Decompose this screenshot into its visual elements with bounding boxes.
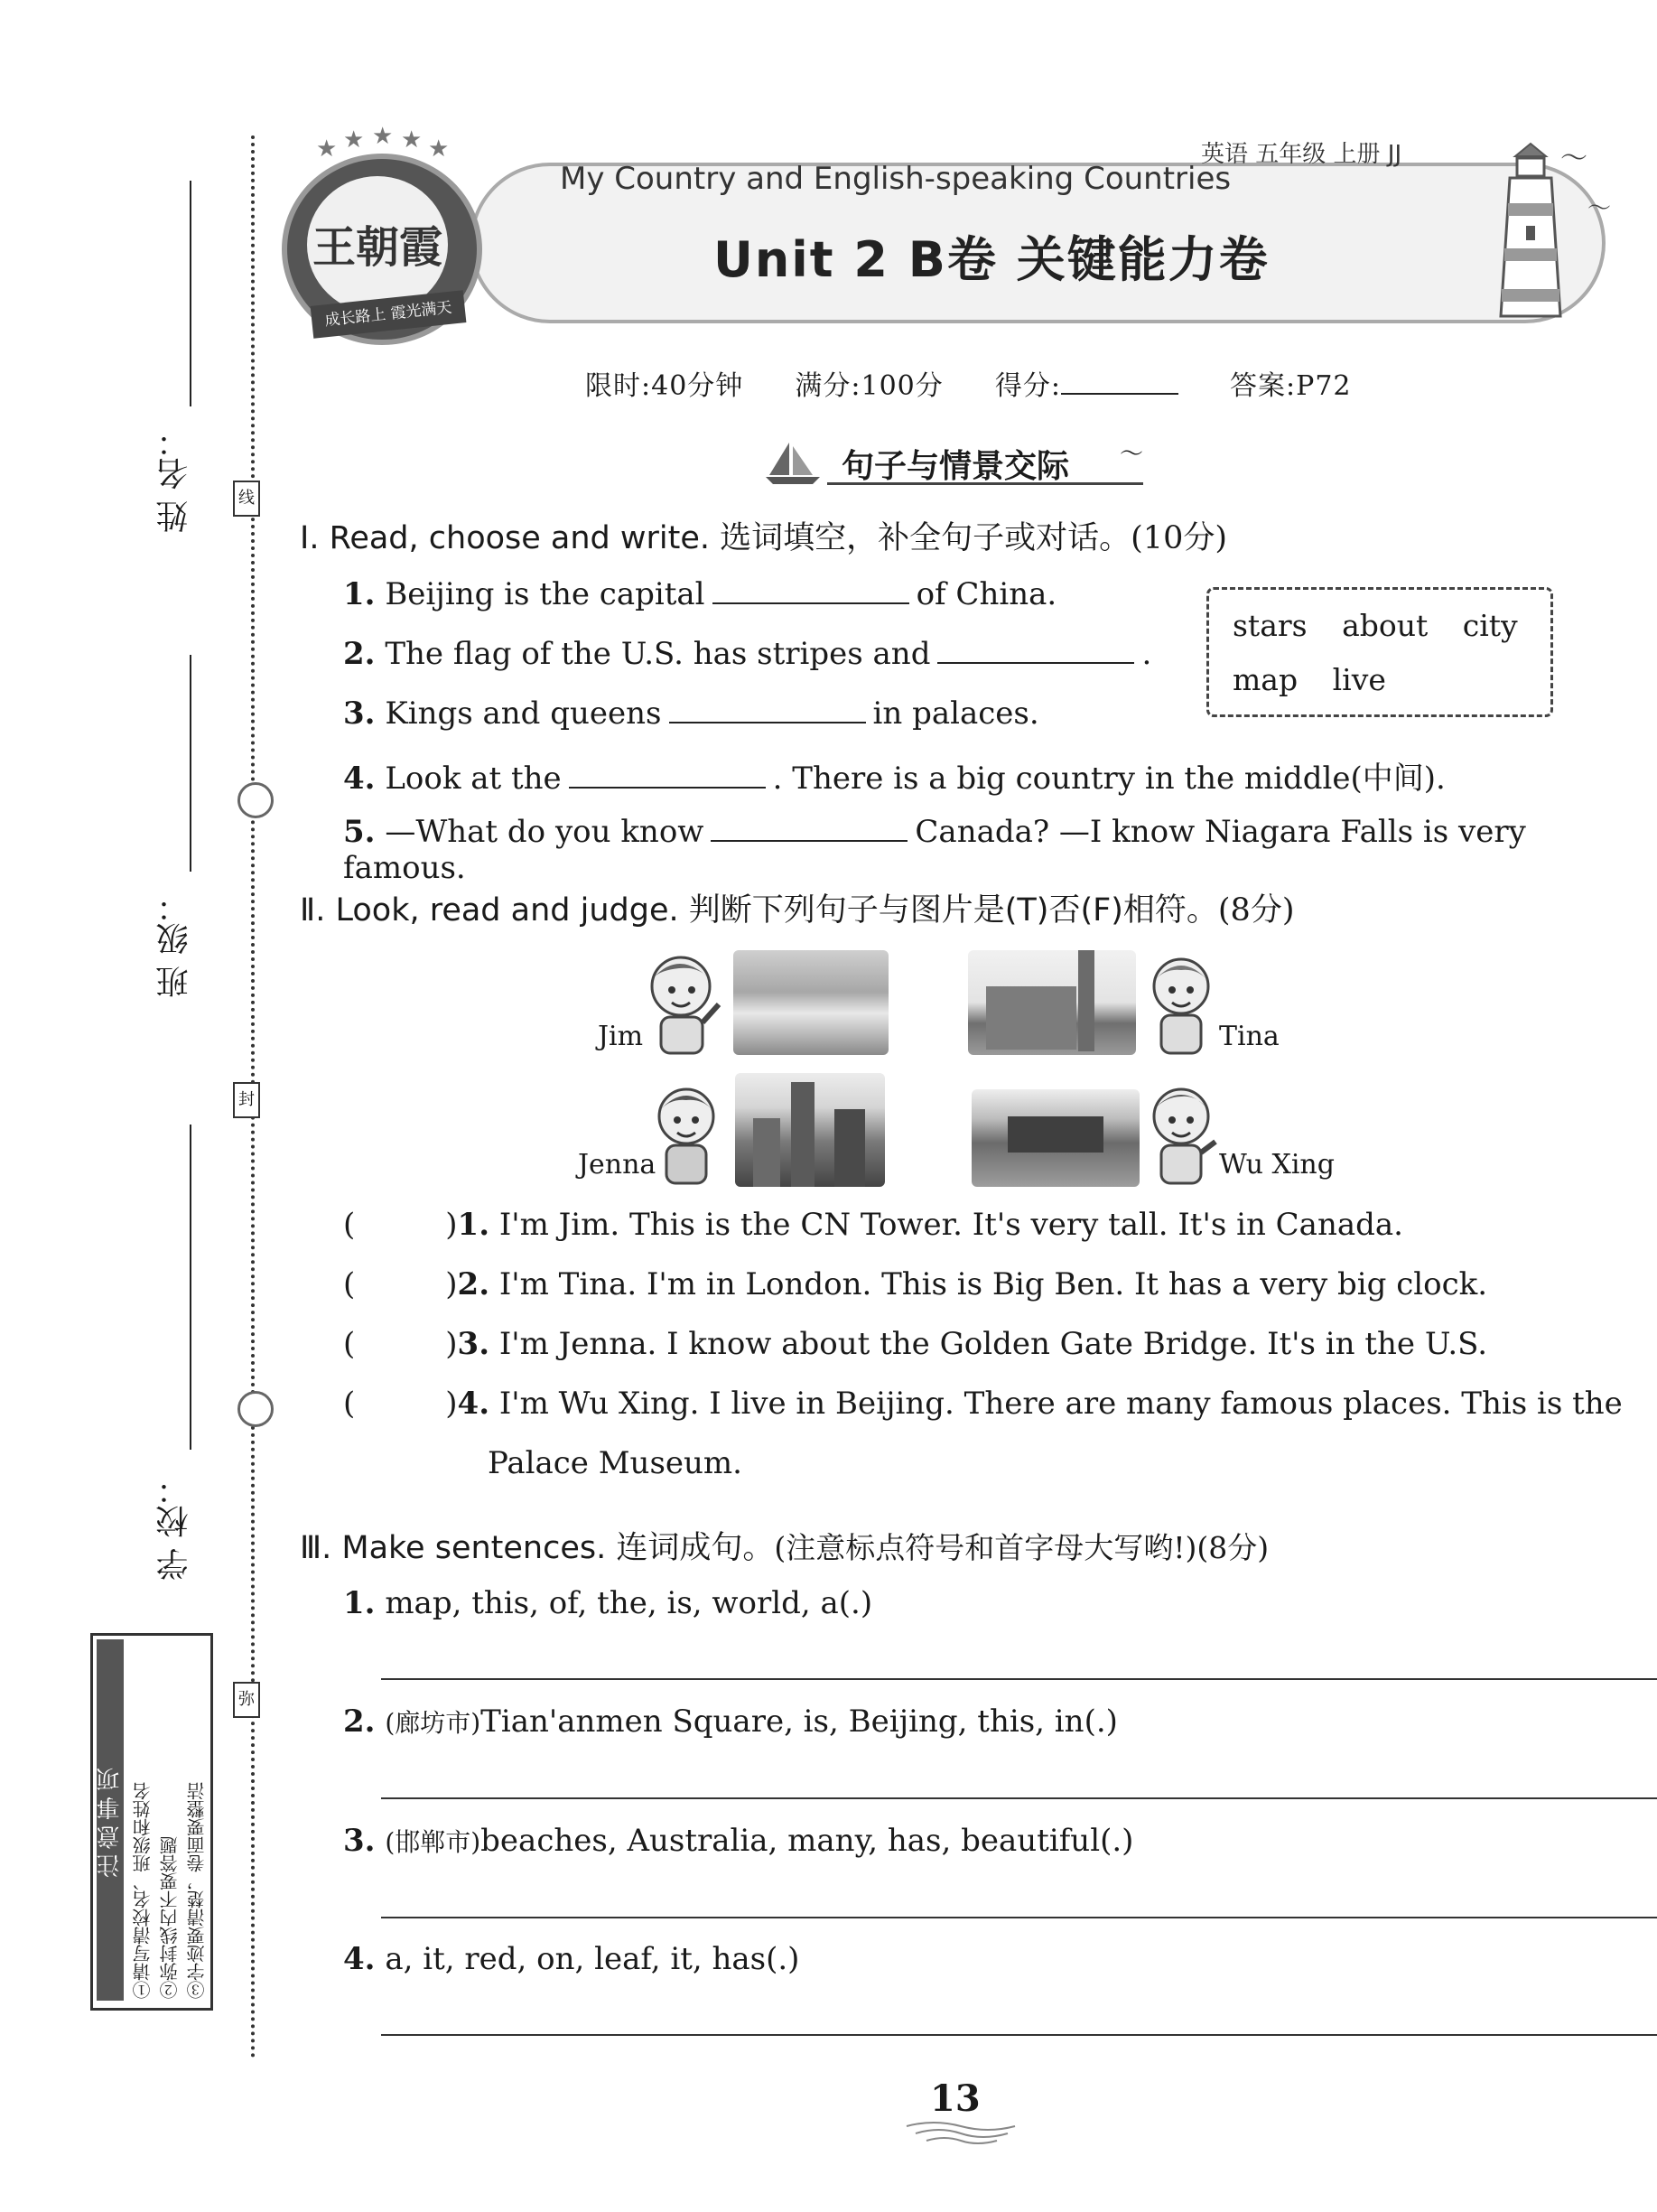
girl-jenna-icon	[648, 1080, 726, 1187]
question-4: 4. Look at the . There is a big country in the middle(中间).	[343, 761, 1446, 797]
wave-decoration-icon	[903, 2117, 1020, 2144]
question-5: 5. —What do you know Canada? —I know Niagara Falls is very famous.	[343, 814, 1526, 886]
binding-hole-icon	[237, 1391, 274, 1427]
word-bank-row: map live	[1233, 662, 1386, 697]
answer-line[interactable]	[381, 1917, 1657, 1918]
section-underline	[827, 482, 1143, 485]
big-ben-photo	[968, 950, 1136, 1055]
exam-info	[585, 363, 1352, 403]
name-field[interactable]	[190, 181, 191, 406]
sentence-question-1: 1. map, this, of, the, is, world, a(.)	[343, 1585, 873, 1621]
subject-info: 英语 五年级 上册 JJ	[1201, 141, 1402, 168]
score-field[interactable]	[1061, 368, 1178, 395]
class-field[interactable]	[190, 655, 191, 872]
unit-subtitle: My Country and English-speaking Countries	[560, 161, 1232, 197]
notice-heading: 注意事项	[97, 1639, 124, 2001]
judge-question-1: ( )1. I'm Jim. This is the CN Tower. It's very tall. It's in Canada.	[343, 1207, 1403, 1243]
bird-icon: 〜	[1120, 441, 1144, 468]
logo-ribbon: 成长路上 霞光满天	[311, 290, 467, 339]
score-label: 得分:	[994, 370, 1061, 402]
star-icon: ★	[316, 135, 338, 163]
time-limit: 限时:40分钟	[585, 370, 744, 402]
cut-mark-xian: 线	[233, 481, 260, 517]
cut-mark-feng: 封	[233, 1082, 260, 1118]
notice-item: ③字迹要清楚，卷面要整洁	[186, 1782, 208, 1999]
kid-label-jim: Jim	[598, 1021, 644, 1052]
notice-item: ②弥封线内不要答题	[159, 1836, 181, 1999]
class-label: 班 级：	[156, 890, 193, 998]
sentence-question-4: 4. a, it, red, on, leaf, it, has(.)	[343, 1941, 800, 1977]
name-label: 姓 名：	[156, 425, 193, 533]
kid-label-jenna: Jenna	[578, 1149, 656, 1181]
part3-title: Ⅲ. Make sentences. 连词成句。(注意标点符号和首字母大写哟!)(8分)	[300, 1530, 1270, 1566]
answer-blank[interactable]	[712, 575, 909, 604]
part2-title: Ⅱ. Look, read and judge. 判断下列句子与图片是(T)否(F)相符。(8分)	[300, 892, 1295, 929]
judge-question-3: ( )3. I'm Jenna. I know about the Golden Gate Bridge. It's in the U.S.	[343, 1326, 1488, 1362]
judge-question-2: ( )2. I'm Tina. I'm in London. This is Big Ben. It has a very big clock.	[343, 1266, 1488, 1302]
skyline-photo	[735, 1073, 885, 1187]
judge-question-4-cont: Palace Museum.	[488, 1445, 742, 1481]
star-icon: ★	[401, 126, 423, 154]
notice-item: ①请写清校名、班级和姓名	[132, 1782, 154, 1999]
lighthouse-icon	[1490, 140, 1571, 321]
niagara-falls-photo	[733, 950, 889, 1055]
bird-icon: 〜	[1560, 143, 1587, 174]
binding-hole-icon	[237, 782, 274, 818]
star-icon: ★	[343, 126, 365, 154]
boy-wuxing-icon	[1143, 1080, 1219, 1187]
answer-line[interactable]	[381, 2034, 1657, 2036]
question-1: 1. Beijing is the capital of China.	[343, 576, 1057, 612]
answer-ref: 答案:P72	[1230, 370, 1352, 402]
section-heading: 句子与情景交际	[842, 448, 1070, 485]
page-title: Unit 2 B卷 关键能力卷	[713, 231, 1270, 288]
part1-title: Ⅰ. Read, choose and write. 选词填空，补全句子或对话。(10分)	[300, 520, 1227, 556]
school-label: 学 校：	[156, 1472, 193, 1581]
boy-jim-icon	[643, 950, 724, 1057]
answer-blank[interactable]	[669, 695, 866, 723]
question-2: 2. The flag of the U.S. has stripes and .	[343, 636, 1152, 672]
star-icon: ★	[372, 123, 394, 150]
bird-icon: 〜	[1587, 195, 1612, 222]
answer-blank[interactable]	[937, 635, 1134, 664]
answer-blank[interactable]	[711, 813, 908, 842]
school-field[interactable]	[190, 1125, 191, 1450]
full-score: 满分:100分	[795, 370, 944, 402]
palace-museum-photo	[972, 1089, 1140, 1187]
word-bank-row: stars about city	[1233, 608, 1518, 643]
word-bank	[1206, 587, 1553, 717]
girl-tina-icon	[1143, 950, 1219, 1057]
answer-line[interactable]	[381, 1797, 1657, 1799]
sentence-question-2: 2. (廊坊市)Tian'anmen Square, is, Beijing, this, in(.)	[343, 1703, 1118, 1740]
kid-label-tina: Tina	[1219, 1021, 1280, 1052]
notice-box	[90, 1633, 213, 2011]
sailboat-icon	[764, 439, 822, 486]
answer-line[interactable]	[381, 1678, 1657, 1680]
page-number: 13	[930, 2077, 981, 2120]
star-icon: ★	[428, 135, 450, 163]
logo-text: 王朝霞	[312, 222, 442, 273]
cut-mark-mi: 弥	[233, 1682, 260, 1718]
answer-blank[interactable]	[569, 760, 766, 789]
question-3: 3. Kings and queens in palaces.	[343, 695, 1039, 732]
sentence-question-3: 3. (邯郸市)beaches, Australia, many, has, beautiful(.)	[343, 1823, 1134, 1859]
kid-label-wuxing: Wu Xing	[1219, 1149, 1335, 1181]
judge-question-4: ( )4. I'm Wu Xing. I live in Beijing. There are many famous places. This is the	[343, 1386, 1623, 1422]
